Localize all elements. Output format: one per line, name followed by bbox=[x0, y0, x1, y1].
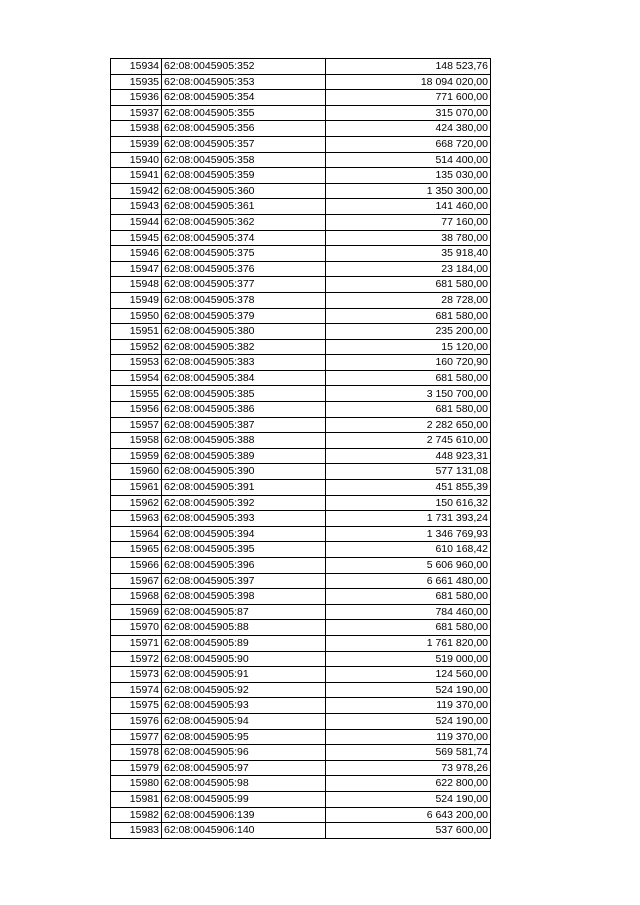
cadastral-number: 62:08:0045905:392 bbox=[162, 495, 326, 511]
cadastral-number: 62:08:0045905:352 bbox=[162, 59, 326, 75]
table-row bbox=[111, 370, 491, 386]
cadastral-value: 15 120,00 bbox=[326, 339, 491, 355]
cadastral-value: 681 580,00 bbox=[326, 277, 491, 293]
cadastral-number: 62:08:0045905:388 bbox=[162, 433, 326, 449]
cadastral-value: 681 580,00 bbox=[326, 589, 491, 605]
cadastral-number: 62:08:0045905:374 bbox=[162, 230, 326, 246]
table-row bbox=[111, 402, 491, 418]
row-number: 15980 bbox=[111, 776, 162, 792]
row-number: 15952 bbox=[111, 339, 162, 355]
cadastral-number: 62:08:0045905:88 bbox=[162, 620, 326, 636]
row-number: 15953 bbox=[111, 355, 162, 371]
table-row bbox=[111, 698, 491, 714]
cadastral-value: 622 800,00 bbox=[326, 776, 491, 792]
row-number: 15960 bbox=[111, 464, 162, 480]
cadastral-value: 524 190,00 bbox=[326, 713, 491, 729]
table-row bbox=[111, 620, 491, 636]
table-row bbox=[111, 199, 491, 215]
row-number: 15947 bbox=[111, 261, 162, 277]
cadastral-value: 77 160,00 bbox=[326, 214, 491, 230]
cadastral-value: 519 000,00 bbox=[326, 651, 491, 667]
row-number: 15970 bbox=[111, 620, 162, 636]
cadastral-value: 1 761 820,00 bbox=[326, 635, 491, 651]
cadastral-number: 62:08:0045905:92 bbox=[162, 682, 326, 698]
row-number: 15982 bbox=[111, 807, 162, 823]
table-row bbox=[111, 324, 491, 340]
row-number: 15978 bbox=[111, 745, 162, 761]
cadastral-number: 62:08:0045905:98 bbox=[162, 776, 326, 792]
row-number: 15944 bbox=[111, 214, 162, 230]
cadastral-value: 681 580,00 bbox=[326, 402, 491, 418]
cadastral-number: 62:08:0045905:385 bbox=[162, 386, 326, 402]
cadastral-number: 62:08:0045905:378 bbox=[162, 292, 326, 308]
row-number: 15951 bbox=[111, 324, 162, 340]
row-number: 15963 bbox=[111, 511, 162, 527]
cadastral-number: 62:08:0045905:91 bbox=[162, 667, 326, 683]
cadastral-number: 62:08:0045905:383 bbox=[162, 355, 326, 371]
table-row bbox=[111, 589, 491, 605]
cadastral-value: 524 190,00 bbox=[326, 682, 491, 698]
row-number: 15956 bbox=[111, 402, 162, 418]
table-row bbox=[111, 152, 491, 168]
cadastral-value: 141 460,00 bbox=[326, 199, 491, 215]
cadastral-value: 451 855,39 bbox=[326, 480, 491, 496]
table-row bbox=[111, 168, 491, 184]
row-number: 15938 bbox=[111, 121, 162, 137]
cadastral-number: 62:08:0045905:96 bbox=[162, 745, 326, 761]
cadastral-number: 62:08:0045905:391 bbox=[162, 480, 326, 496]
row-number: 15974 bbox=[111, 682, 162, 698]
cadastral-number: 62:08:0045905:398 bbox=[162, 589, 326, 605]
table-row bbox=[111, 59, 491, 75]
cadastral-value: 1 731 393,24 bbox=[326, 511, 491, 527]
cadastral-number: 62:08:0045905:356 bbox=[162, 121, 326, 137]
cadastral-number: 62:08:0045905:99 bbox=[162, 791, 326, 807]
table-row bbox=[111, 542, 491, 558]
cadastral-value: 28 728,00 bbox=[326, 292, 491, 308]
cadastral-value: 448 923,31 bbox=[326, 448, 491, 464]
table-row bbox=[111, 230, 491, 246]
cadastral-number: 62:08:0045905:360 bbox=[162, 183, 326, 199]
cadastral-number: 62:08:0045906:139 bbox=[162, 807, 326, 823]
row-number: 15942 bbox=[111, 183, 162, 199]
cadastral-number: 62:08:0045905:95 bbox=[162, 729, 326, 745]
row-number: 15966 bbox=[111, 558, 162, 574]
cadastral-value: 119 370,00 bbox=[326, 729, 491, 745]
table-row bbox=[111, 136, 491, 152]
table-row bbox=[111, 558, 491, 574]
table-row bbox=[111, 776, 491, 792]
row-number: 15957 bbox=[111, 417, 162, 433]
row-number: 15955 bbox=[111, 386, 162, 402]
row-number: 15976 bbox=[111, 713, 162, 729]
cadastral-value: 6 643 200,00 bbox=[326, 807, 491, 823]
cadastral-value: 23 184,00 bbox=[326, 261, 491, 277]
cadastral-number: 62:08:0045905:375 bbox=[162, 246, 326, 262]
row-number: 15948 bbox=[111, 277, 162, 293]
cadastral-value: 235 200,00 bbox=[326, 324, 491, 340]
row-number: 15936 bbox=[111, 90, 162, 106]
cadastral-number: 62:08:0045905:393 bbox=[162, 511, 326, 527]
cadastral-number: 62:08:0045906:140 bbox=[162, 823, 326, 839]
cadastral-value: 569 581,74 bbox=[326, 745, 491, 761]
cadastral-value: 135 030,00 bbox=[326, 168, 491, 184]
row-number: 15937 bbox=[111, 105, 162, 121]
table-row bbox=[111, 417, 491, 433]
cadastral-number: 62:08:0045905:377 bbox=[162, 277, 326, 293]
row-number: 15961 bbox=[111, 480, 162, 496]
cadastral-number: 62:08:0045905:386 bbox=[162, 402, 326, 418]
cadastral-number: 62:08:0045905:353 bbox=[162, 74, 326, 90]
cadastral-value: 1 350 300,00 bbox=[326, 183, 491, 199]
cadastral-number: 62:08:0045905:355 bbox=[162, 105, 326, 121]
cadastral-number: 62:08:0045905:380 bbox=[162, 324, 326, 340]
cadastral-number: 62:08:0045905:87 bbox=[162, 604, 326, 620]
table-row bbox=[111, 277, 491, 293]
cadastral-number: 62:08:0045905:94 bbox=[162, 713, 326, 729]
row-number: 15934 bbox=[111, 59, 162, 75]
cadastral-number: 62:08:0045905:90 bbox=[162, 651, 326, 667]
cadastral-value: 681 580,00 bbox=[326, 370, 491, 386]
cadastral-number: 62:08:0045905:395 bbox=[162, 542, 326, 558]
table-row bbox=[111, 713, 491, 729]
table-row bbox=[111, 760, 491, 776]
cadastral-number: 62:08:0045905:396 bbox=[162, 558, 326, 574]
cadastral-value: 771 600,00 bbox=[326, 90, 491, 106]
cadastral-number: 62:08:0045905:389 bbox=[162, 448, 326, 464]
cadastral-value: 2 745 610,00 bbox=[326, 433, 491, 449]
row-number: 15959 bbox=[111, 448, 162, 464]
row-number: 15949 bbox=[111, 292, 162, 308]
cadastral-number: 62:08:0045905:89 bbox=[162, 635, 326, 651]
row-number: 15965 bbox=[111, 542, 162, 558]
table-row bbox=[111, 339, 491, 355]
row-number: 15943 bbox=[111, 199, 162, 215]
table-row bbox=[111, 105, 491, 121]
table-row bbox=[111, 246, 491, 262]
cadastral-number: 62:08:0045905:394 bbox=[162, 526, 326, 542]
cadastral-value: 119 370,00 bbox=[326, 698, 491, 714]
table-row bbox=[111, 355, 491, 371]
cadastral-value-table bbox=[110, 58, 491, 839]
table-row bbox=[111, 183, 491, 199]
cadastral-value: 668 720,00 bbox=[326, 136, 491, 152]
table-row bbox=[111, 667, 491, 683]
cadastral-value: 424 380,00 bbox=[326, 121, 491, 137]
cadastral-number: 62:08:0045905:359 bbox=[162, 168, 326, 184]
row-number: 15950 bbox=[111, 308, 162, 324]
table-row bbox=[111, 573, 491, 589]
cadastral-value: 681 580,00 bbox=[326, 620, 491, 636]
cadastral-value: 38 780,00 bbox=[326, 230, 491, 246]
row-number: 15962 bbox=[111, 495, 162, 511]
cadastral-number: 62:08:0045905:354 bbox=[162, 90, 326, 106]
table-row bbox=[111, 214, 491, 230]
cadastral-number: 62:08:0045905:379 bbox=[162, 308, 326, 324]
cadastral-number: 62:08:0045905:97 bbox=[162, 760, 326, 776]
cadastral-number: 62:08:0045905:361 bbox=[162, 199, 326, 215]
table-row bbox=[111, 682, 491, 698]
cadastral-value: 2 282 650,00 bbox=[326, 417, 491, 433]
cadastral-value: 524 190,00 bbox=[326, 791, 491, 807]
cadastral-value: 537 600,00 bbox=[326, 823, 491, 839]
cadastral-value: 148 523,76 bbox=[326, 59, 491, 75]
row-number: 15983 bbox=[111, 823, 162, 839]
table-body bbox=[111, 59, 491, 839]
table-row bbox=[111, 729, 491, 745]
cadastral-number: 62:08:0045905:357 bbox=[162, 136, 326, 152]
table-row bbox=[111, 308, 491, 324]
table-row bbox=[111, 121, 491, 137]
table-row bbox=[111, 635, 491, 651]
cadastral-value: 1 346 769,93 bbox=[326, 526, 491, 542]
row-number: 15977 bbox=[111, 729, 162, 745]
row-number: 15958 bbox=[111, 433, 162, 449]
table-row bbox=[111, 292, 491, 308]
row-number: 15946 bbox=[111, 246, 162, 262]
table-row bbox=[111, 464, 491, 480]
table-row bbox=[111, 823, 491, 839]
row-number: 15940 bbox=[111, 152, 162, 168]
cadastral-value: 3 150 700,00 bbox=[326, 386, 491, 402]
cadastral-number: 62:08:0045905:358 bbox=[162, 152, 326, 168]
table-row bbox=[111, 480, 491, 496]
row-number: 15968 bbox=[111, 589, 162, 605]
row-number: 15971 bbox=[111, 635, 162, 651]
row-number: 15975 bbox=[111, 698, 162, 714]
cadastral-value: 681 580,00 bbox=[326, 308, 491, 324]
row-number: 15939 bbox=[111, 136, 162, 152]
table-row bbox=[111, 791, 491, 807]
cadastral-value: 73 978,26 bbox=[326, 760, 491, 776]
cadastral-value: 577 131,08 bbox=[326, 464, 491, 480]
cadastral-number: 62:08:0045905:382 bbox=[162, 339, 326, 355]
cadastral-number: 62:08:0045905:93 bbox=[162, 698, 326, 714]
table-row bbox=[111, 604, 491, 620]
table-row bbox=[111, 433, 491, 449]
table-row bbox=[111, 807, 491, 823]
cadastral-value: 150 616,32 bbox=[326, 495, 491, 511]
cadastral-number: 62:08:0045905:397 bbox=[162, 573, 326, 589]
cadastral-number: 62:08:0045905:362 bbox=[162, 214, 326, 230]
cadastral-value: 315 070,00 bbox=[326, 105, 491, 121]
row-number: 15954 bbox=[111, 370, 162, 386]
table-row bbox=[111, 90, 491, 106]
cadastral-number: 62:08:0045905:376 bbox=[162, 261, 326, 277]
cadastral-value: 610 168,42 bbox=[326, 542, 491, 558]
table-row bbox=[111, 74, 491, 90]
row-number: 15935 bbox=[111, 74, 162, 90]
cadastral-value: 124 560,00 bbox=[326, 667, 491, 683]
table-row bbox=[111, 448, 491, 464]
row-number: 15979 bbox=[111, 760, 162, 776]
cadastral-value: 784 460,00 bbox=[326, 604, 491, 620]
row-number: 15973 bbox=[111, 667, 162, 683]
row-number: 15967 bbox=[111, 573, 162, 589]
cadastral-value: 35 918,40 bbox=[326, 246, 491, 262]
cadastral-number: 62:08:0045905:390 bbox=[162, 464, 326, 480]
row-number: 15969 bbox=[111, 604, 162, 620]
cadastral-value: 514 400,00 bbox=[326, 152, 491, 168]
table-row bbox=[111, 651, 491, 667]
row-number: 15972 bbox=[111, 651, 162, 667]
row-number: 15945 bbox=[111, 230, 162, 246]
row-number: 15981 bbox=[111, 791, 162, 807]
row-number: 15941 bbox=[111, 168, 162, 184]
table-row bbox=[111, 511, 491, 527]
cadastral-value: 18 094 020,00 bbox=[326, 74, 491, 90]
table-row bbox=[111, 745, 491, 761]
cadastral-number: 62:08:0045905:384 bbox=[162, 370, 326, 386]
cadastral-value: 160 720,90 bbox=[326, 355, 491, 371]
cadastral-value: 5 606 960,00 bbox=[326, 558, 491, 574]
table-row bbox=[111, 261, 491, 277]
row-number: 15964 bbox=[111, 526, 162, 542]
table-row bbox=[111, 386, 491, 402]
table-row bbox=[111, 495, 491, 511]
table-row bbox=[111, 526, 491, 542]
cadastral-number: 62:08:0045905:387 bbox=[162, 417, 326, 433]
cadastral-value: 6 661 480,00 bbox=[326, 573, 491, 589]
